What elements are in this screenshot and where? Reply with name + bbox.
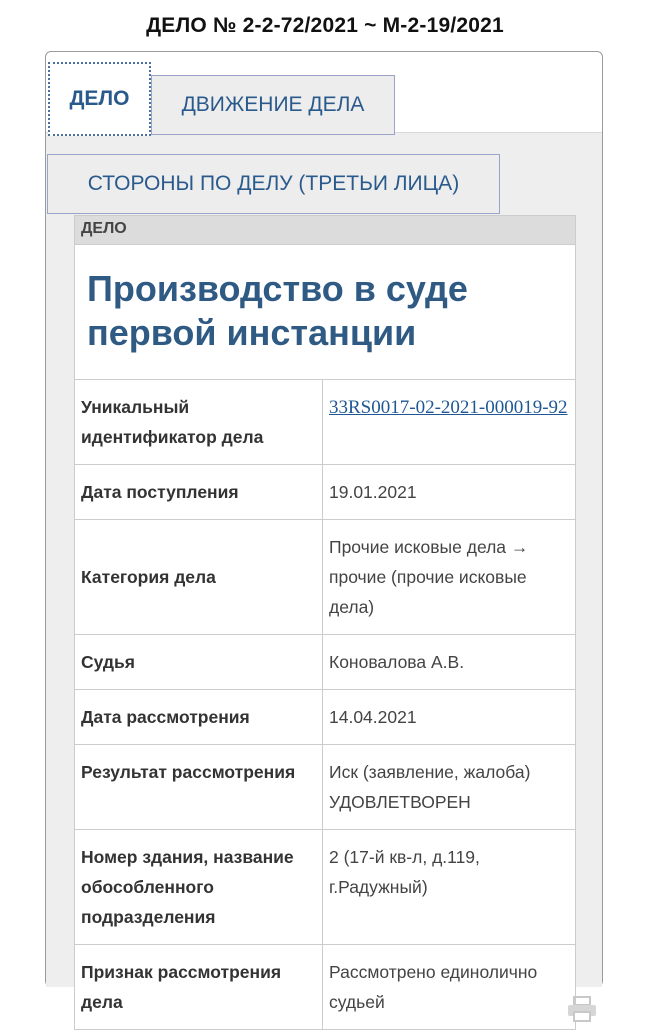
page-title: ДЕЛО № 2-2-72/2021 ~ М-2-19/2021 bbox=[146, 14, 504, 37]
tab-parties-label: СТОРОНЫ ПО ДЕЛУ (ТРЕТЬИ ЛИЦА) bbox=[87, 172, 460, 195]
row-label: Результат рассмотрения bbox=[75, 745, 323, 830]
row-value: Прочие исковые дела → прочие (прочие исковые дела) bbox=[323, 520, 576, 635]
section-header: ДЕЛО bbox=[75, 216, 576, 245]
row-label: Уникальный идентификатор дела bbox=[75, 380, 323, 465]
row-value: 14.04.2021 bbox=[323, 690, 576, 745]
table-row bbox=[75, 690, 576, 745]
table-row bbox=[75, 520, 576, 635]
row-value: Рассмотрено единолично судьей bbox=[323, 945, 576, 1030]
proceeding-title: Производство в суде первой инстанции bbox=[75, 245, 576, 380]
case-uid-link[interactable]: 33RS0017-02-2021-000019-92 bbox=[329, 397, 568, 418]
proceeding-title-row bbox=[75, 245, 576, 380]
row-value: 2 (17-й кв-л, д.119, г.Радужный) bbox=[323, 830, 576, 945]
tab-parties[interactable] bbox=[47, 154, 500, 214]
tab-case-movement[interactable] bbox=[151, 75, 395, 135]
tab-case-movement-label: ДВИЖЕНИЕ ДЕЛА bbox=[181, 93, 365, 116]
tab-case[interactable] bbox=[48, 62, 151, 136]
row-label: Дата рассмотрения bbox=[75, 690, 323, 745]
row-value: Коновалова А.В. bbox=[323, 635, 576, 690]
tab-case-label: ДЕЛО bbox=[69, 87, 130, 110]
row-label: Признак рассмотрения дела bbox=[75, 945, 323, 1030]
table-header-row bbox=[75, 216, 576, 245]
row-label: Судья bbox=[75, 635, 323, 690]
row-label: Дата поступления bbox=[75, 465, 323, 520]
table-row bbox=[75, 380, 576, 465]
printer-icon[interactable] bbox=[566, 996, 598, 1022]
table-row bbox=[75, 465, 576, 520]
table-row bbox=[75, 745, 576, 830]
row-label: Номер здания, название обособленного подразделения bbox=[75, 830, 323, 945]
case-info-table bbox=[74, 215, 576, 1030]
row-value: 19.01.2021 bbox=[323, 465, 576, 520]
table-row bbox=[75, 945, 576, 1030]
row-value bbox=[323, 380, 576, 465]
case-panel bbox=[45, 51, 603, 1012]
table-row bbox=[75, 830, 576, 945]
table-row bbox=[75, 635, 576, 690]
row-label: Категория дела bbox=[75, 520, 323, 635]
row-value: Иск (заявление, жалоба) УДОВЛЕТВОРЕН bbox=[323, 745, 576, 830]
